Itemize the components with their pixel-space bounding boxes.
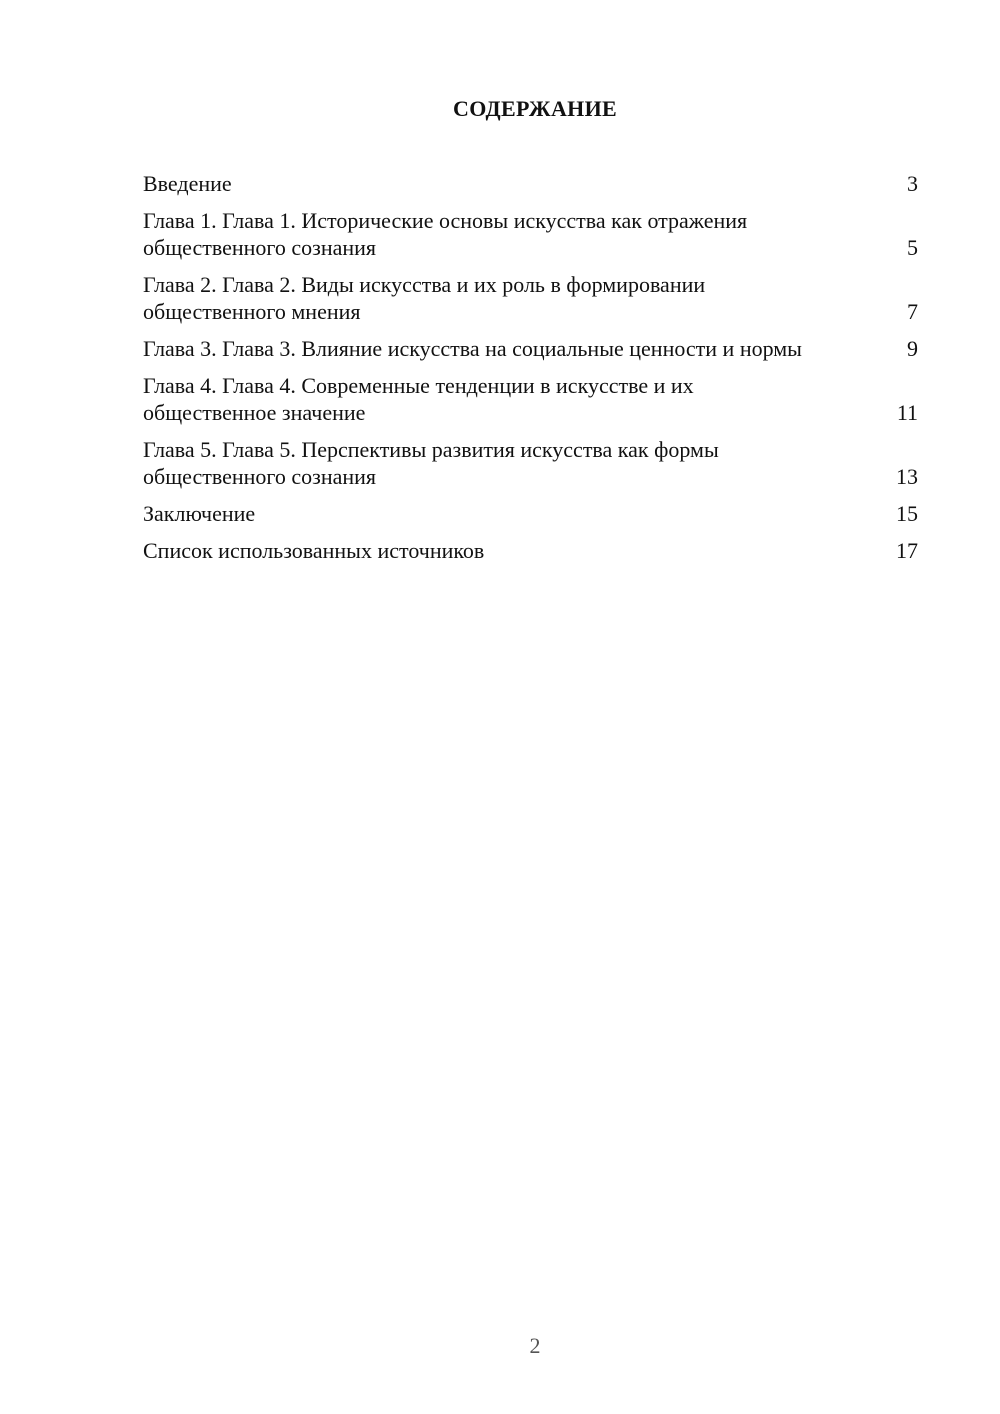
toc-entry-text: Список использованных источников (143, 538, 485, 563)
toc-entry-page: 11 (896, 400, 918, 425)
toc-entry-text: Глава 1. Глава 1. Исторические основы искусства как отражения общественного сознания (143, 208, 748, 260)
toc-entry-introduction[interactable] (143, 170, 918, 197)
toc-entry-page: 7 (907, 299, 918, 324)
toc-entry-conclusion[interactable] (143, 500, 918, 527)
table-of-contents (143, 170, 918, 574)
toc-entry-chapter-4[interactable] (143, 372, 918, 426)
toc-entry-page: 3 (907, 171, 918, 196)
toc-entry-references[interactable] (143, 537, 918, 564)
toc-entry-text: Глава 2. Глава 2. Виды искусства и их роль в формировании общественного мнения (143, 272, 706, 324)
toc-entry-chapter-2[interactable] (143, 271, 918, 325)
toc-entry-chapter-3[interactable] (143, 335, 918, 362)
toc-entry-chapter-5[interactable] (143, 436, 918, 490)
toc-entry-page: 13 (896, 464, 918, 489)
page-title: СОДЕРЖАНИЕ (453, 96, 617, 121)
toc-entry-text: Глава 3. Глава 3. Влияние искусства на социальные ценности и нормы (143, 336, 802, 361)
toc-entry-page: 5 (907, 235, 918, 260)
toc-entry-chapter-1[interactable] (143, 207, 918, 261)
toc-entry-text: Глава 4. Глава 4. Современные тенденции в искусстве и их общественное значение (143, 373, 694, 425)
toc-entry-text: Заключение (143, 501, 256, 526)
page-number: 2 (529, 1333, 541, 1358)
toc-entry-page: 17 (896, 538, 918, 563)
toc-entry-page: 9 (907, 336, 918, 361)
toc-entry-text: Глава 5. Глава 5. Перспективы развития искусства как формы общественного сознания (143, 437, 719, 489)
toc-entry-page: 15 (896, 501, 918, 526)
toc-entry-text: Введение (143, 171, 232, 196)
